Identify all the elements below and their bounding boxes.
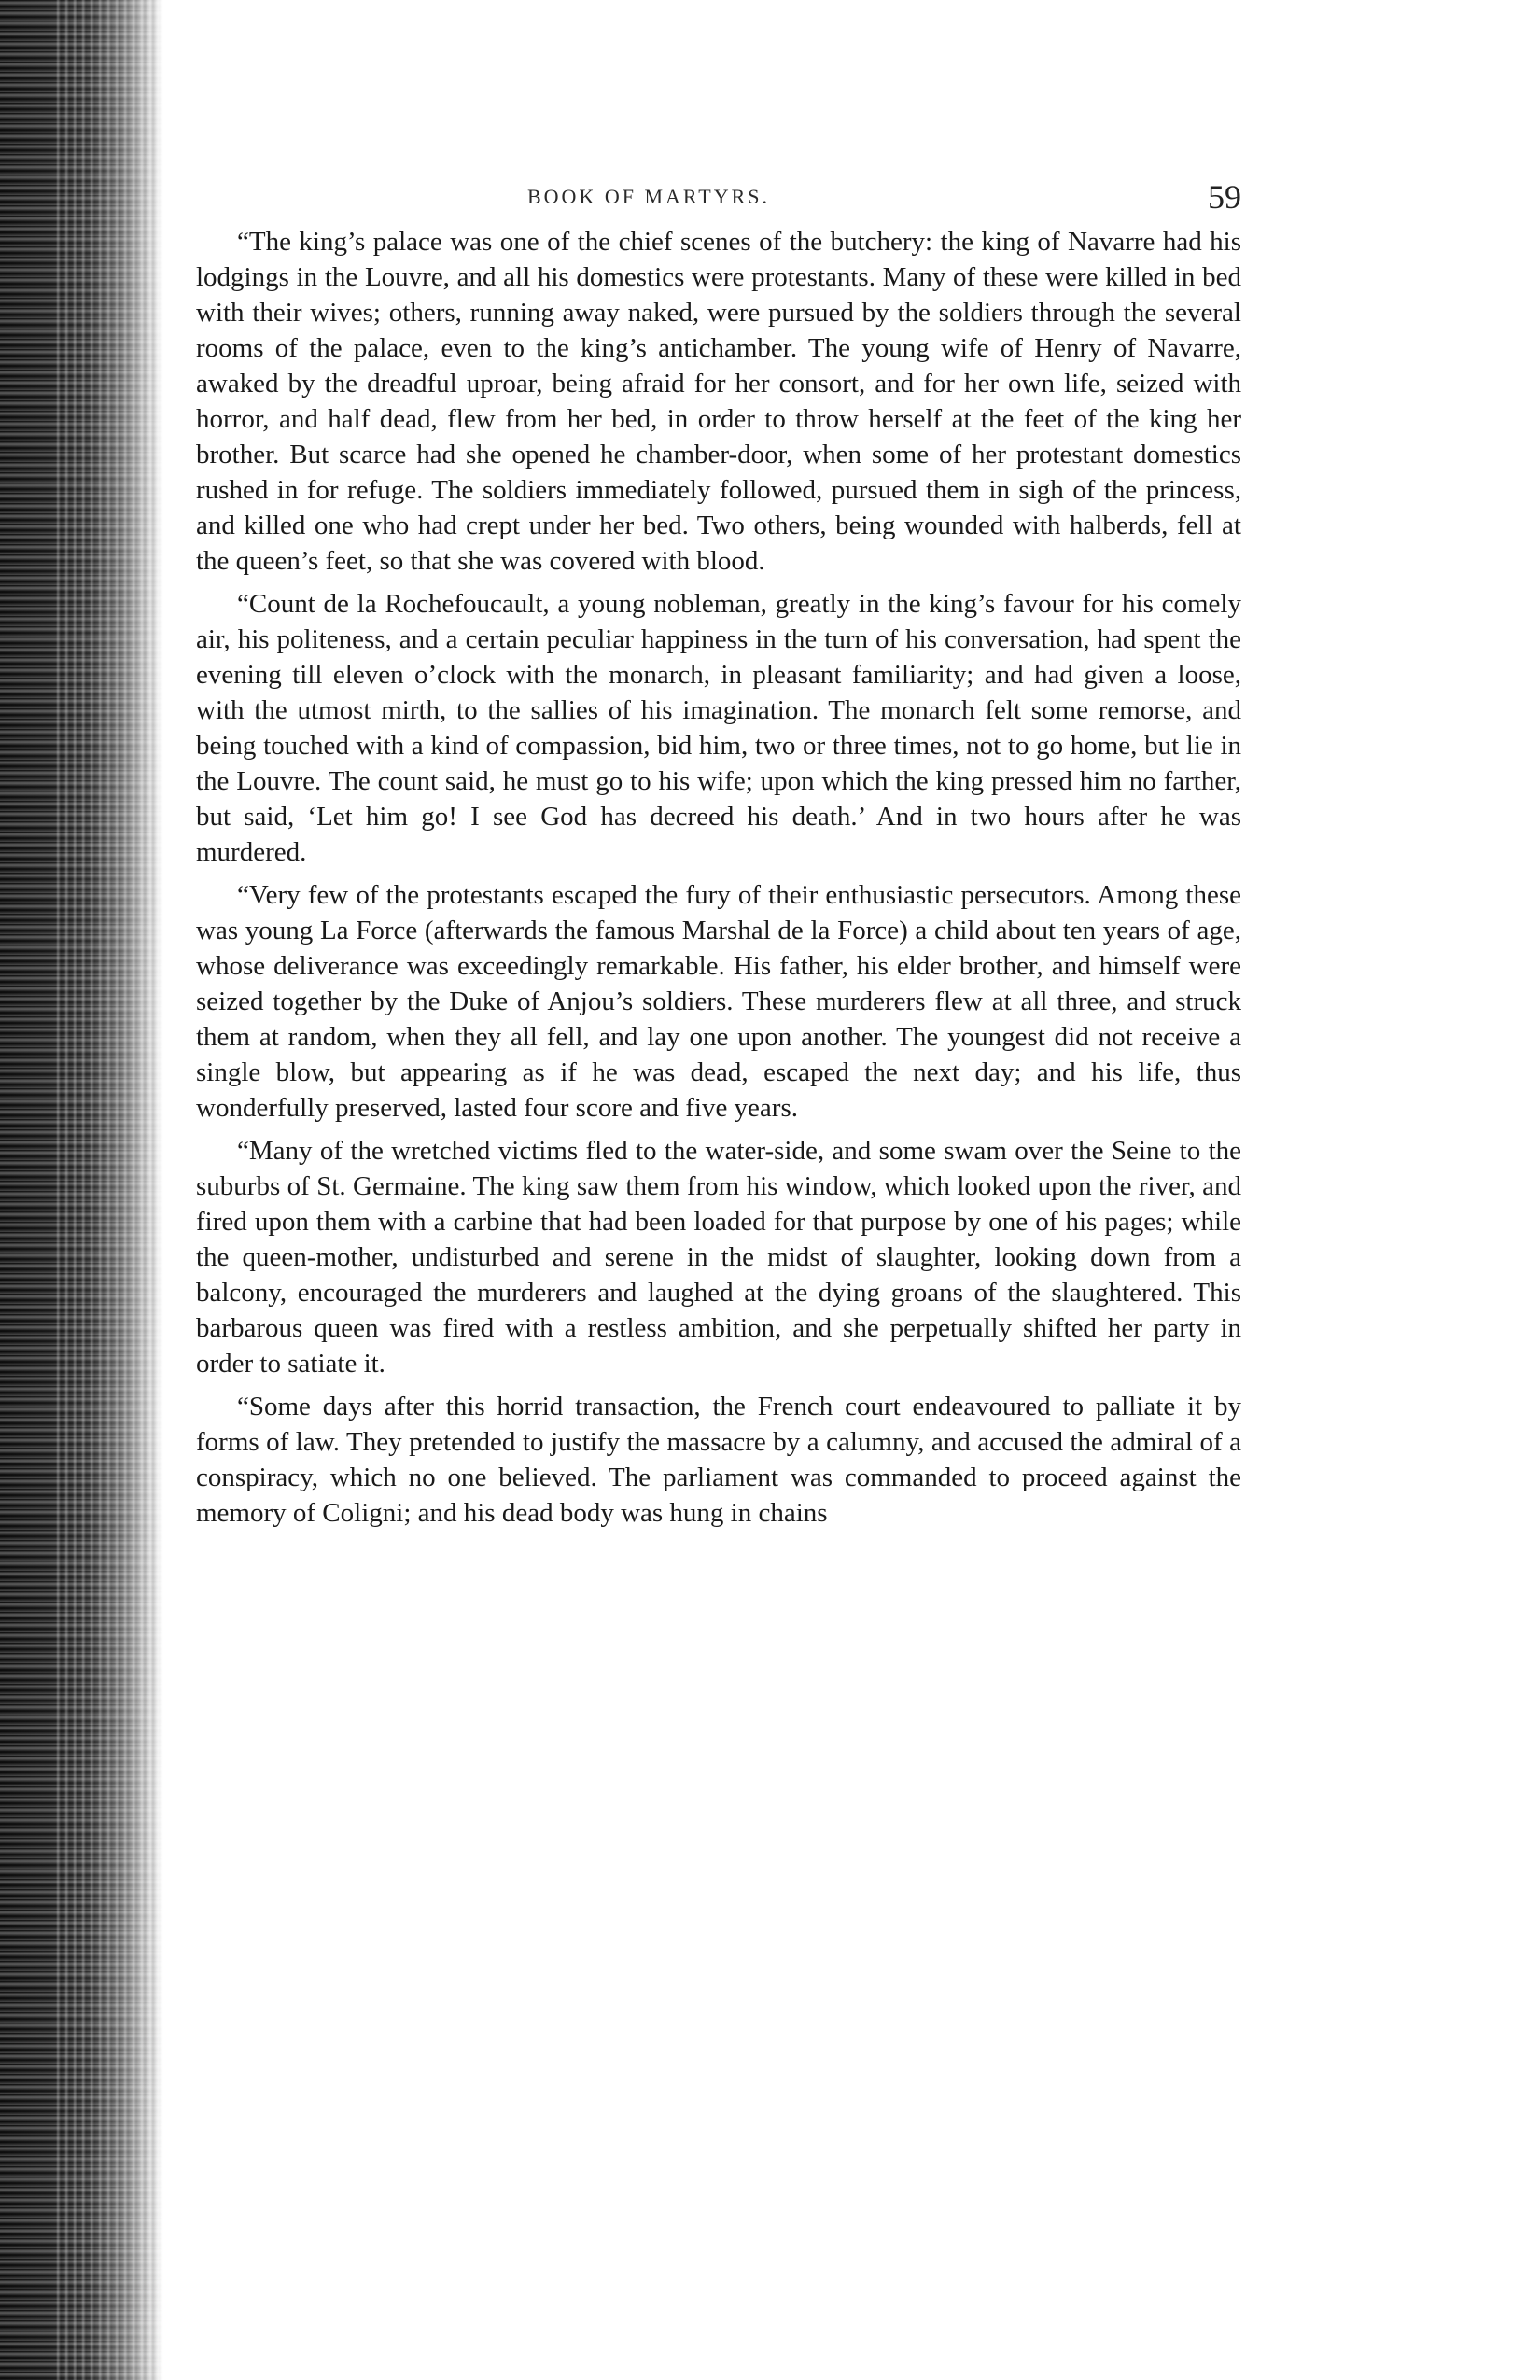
book-spine-shadow [0, 0, 163, 2380]
paragraph-1: “The king’s palace was one of the chief scenes of the butchery: the king of Navarre had his lodgings in the Louvre, and all his domestics were protestants. Many of these were killed in bed with their wives; others, running away naked, were pursued by the soldiers through the several rooms of the palace, even to the king’s antichamber. The young wife of Henry of Navarre, awaked by the dreadful uproar, being afraid for her consort, and for her own life, seized with horror, and half dead, flew from her bed, in order to throw herself at the feet of the king her brother. But scarce had she opened he chamber-door, when some of her protestant domestics rushed in for refuge. The soldiers immediately followed, pursued them in sigh of the princess, and killed one who had crept under her bed. Two others, being wounded with halberds, fell at the queen’s feet, so that she was covered with blood. [196, 227, 1241, 576]
page-number: 59 [1208, 178, 1241, 216]
running-head: BOOK OF MARTYRS. [527, 185, 770, 208]
paragraph-3: “Very few of the protestants escaped the fury of their enthusiastic persecutors. Among these was young La Force (afterwards the famous Marshal de la Force) a child about ten years of age, whose deliverance was exceedingly remarkable. His father, his elder brother, and himself were seized together by the Duke of Anjou’s soldiers. These murderers flew at all three, and struck them at random, when they all fell, and lay one upon another. The youngest did not receive a single blow, but appearing as if he was dead, escaped the next day; and his life, thus wonderfully preserved, lasted four score and five years. [196, 880, 1241, 1123]
paragraph-2: “Count de la Rochefoucault, a young nobleman, greatly in the king’s favour for his comely air, his politeness, and a certain peculiar happiness in the turn of his conversation, had spent the evening till eleven o’clock with the monarch, in pleasant familiarity; and had given a loose, with the utmost mirth, to the sallies of his imagination. The monarch felt some remorse, and being touched with a kind of compassion, bid him, two or three times, not to go home, but lie in the Louvre. The count said, he must go to his wife; upon which the king pressed him no farther, but said, ‘Let him go! I see God has decreed his death.’ And in two hours after he was murdered. [196, 589, 1241, 867]
paragraph-5: “Some days after this horrid transaction, the French court endeavoured to palliate it by forms of law. They pretended to justify the massacre by a calumny, and accused the admiral of a conspiracy, which no one believed. The parliament was commanded to proceed against the memory of Coligni; and his dead body was hung in chains [196, 1392, 1241, 1528]
paragraph-4: “Many of the wretched victims fled to the water-side, and some swam over the Seine to the suburbs of St. Germaine. The king saw them from his window, which looked upon the river, and fired upon them with a carbine that had been loaded for that purpose by one of his pages; while the queen-mother, undisturbed and serene in the midst of slaughter, looking down from a balcony, encouraged the murderers and laughed at the dying groans of the slaughtered. This barbarous queen was fired with a restless ambition, and she perpetually shifted her party in order to satiate it. [196, 1136, 1241, 1379]
book-page [196, 177, 1241, 1538]
spine-streaks [56, 0, 159, 2380]
page-header [196, 177, 1241, 222]
